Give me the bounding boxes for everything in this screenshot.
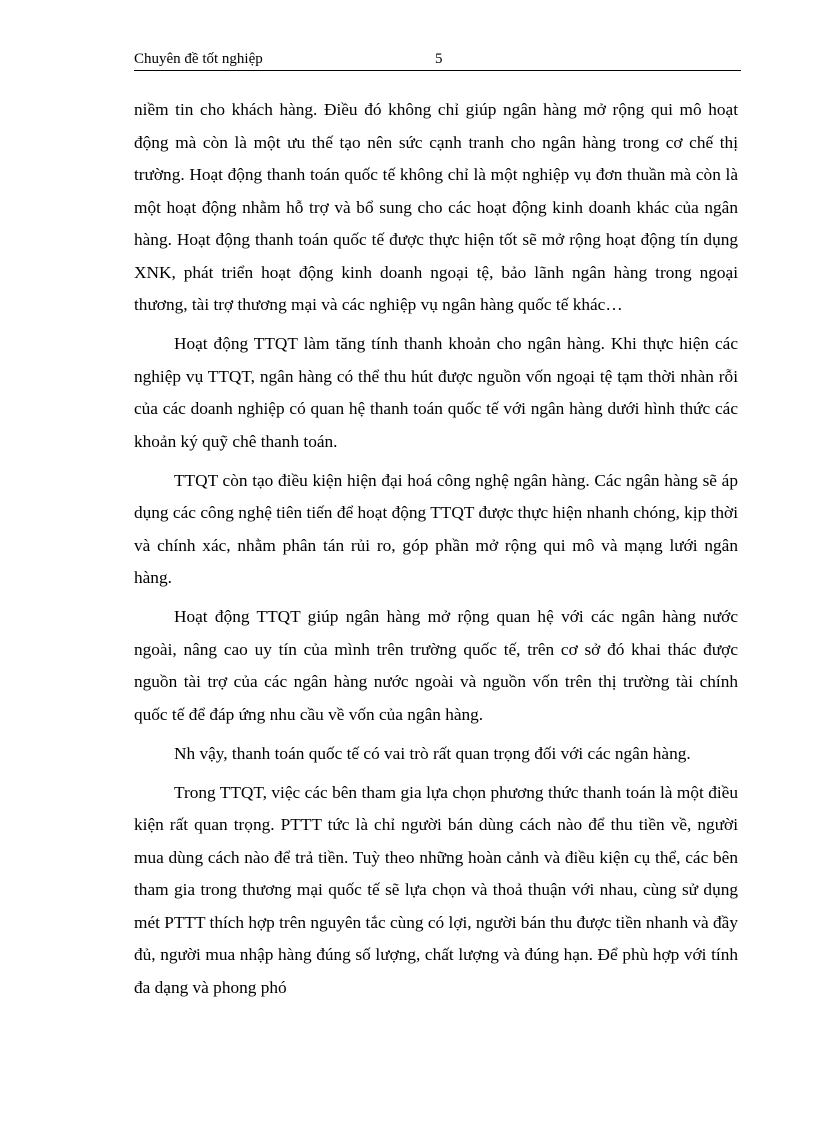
- header-title: Chuyên đề tốt nghiệp: [134, 51, 263, 67]
- page-header: [134, 50, 741, 71]
- paragraph: Trong TTQT, việc các bên tham gia lựa chọn phương thức thanh toán là một điều kiện rất quan trọng. PTTT tức là chỉ người bán dùng cách nào để thu tiền về, người mua dùng cách nào để trả tiền. Tuỳ theo những hoàn cảnh và điều kiện cụ thể, các bên tham gia trong thương mại quốc tế sẽ lựa chọn và thoả thuận với nhau, cùng sử dụng mét PTTT thích hợp trên nguyên tắc cùng có lợi, người bán thu được tiền nhanh và đầy đủ, người mua nhập hàng đúng số lượng, chất lượng và đúng hạn. Để phù hợp với tính đa dạng và phong phó: [134, 782, 738, 997]
- paragraph: TTQT còn tạo điều kiện hiện đại hoá công nghệ ngân hàng. Các ngân hàng sẽ áp dụng các công nghệ tiên tiến để hoạt động TTQT được thực hiện nhanh chóng, kịp thời và chính xác, nhằm phân tán rủi ro, góp phần mở rộng qui mô và mạng lưới ngân hàng.: [134, 470, 738, 587]
- page-number: 5: [435, 51, 443, 67]
- paragraph: Nh vậy, thanh toán quốc tế có vai trò rất quan trọng đối với các ngân hàng.: [174, 743, 691, 763]
- paragraph: niềm tin cho khách hàng. Điều đó không chỉ giúp ngân hàng mở rộng qui mô hoạt động mà còn là một ưu thế tạo nên sức cạnh tranh cho ngân hàng trong cơ chế thị trường. Hoạt động thanh toán quốc tế không chỉ là một nghiệp vụ đơn thuần mà còn là một hoạt động nhằm hỗ trợ và bổ sung cho các hoạt động kinh doanh khác của ngân hàng. Hoạt động thanh toán quốc tế được thực hiện tốt sẽ mở rộng hoạt động tín dụng XNK, phát triển hoạt động kinh doanh ngoại tệ, bảo lãnh ngân hàng trong ngoại thương, tài trợ thương mại và các nghiệp vụ ngân hàng quốc tế khác…: [134, 100, 738, 314]
- body-text: [134, 94, 738, 1011]
- paragraph: Hoạt động TTQT giúp ngân hàng mở rộng quan hệ với các ngân hàng nước ngoài, nâng cao uy tín của mình trên trường quốc tế, trên cơ sở đó khai thác được nguồn tài trợ của các ngân hàng nước ngoài và nguồn vốn trên thị trường tài chính quốc tế để đáp ứng nhu cầu về vốn của ngân hàng.: [134, 607, 738, 724]
- paragraph: Hoạt động TTQT làm tăng tính thanh khoản cho ngân hàng. Khi thực hiện các nghiệp vụ TTQT, ngân hàng có thể thu hút được nguồn vốn ngoại tệ tạm thời nhàn rỗi của các doanh nghiệp có quan hệ thanh toán quốc tế với ngân hàng dưới hình thức các khoản ký quỹ chê thanh toán.: [134, 334, 738, 451]
